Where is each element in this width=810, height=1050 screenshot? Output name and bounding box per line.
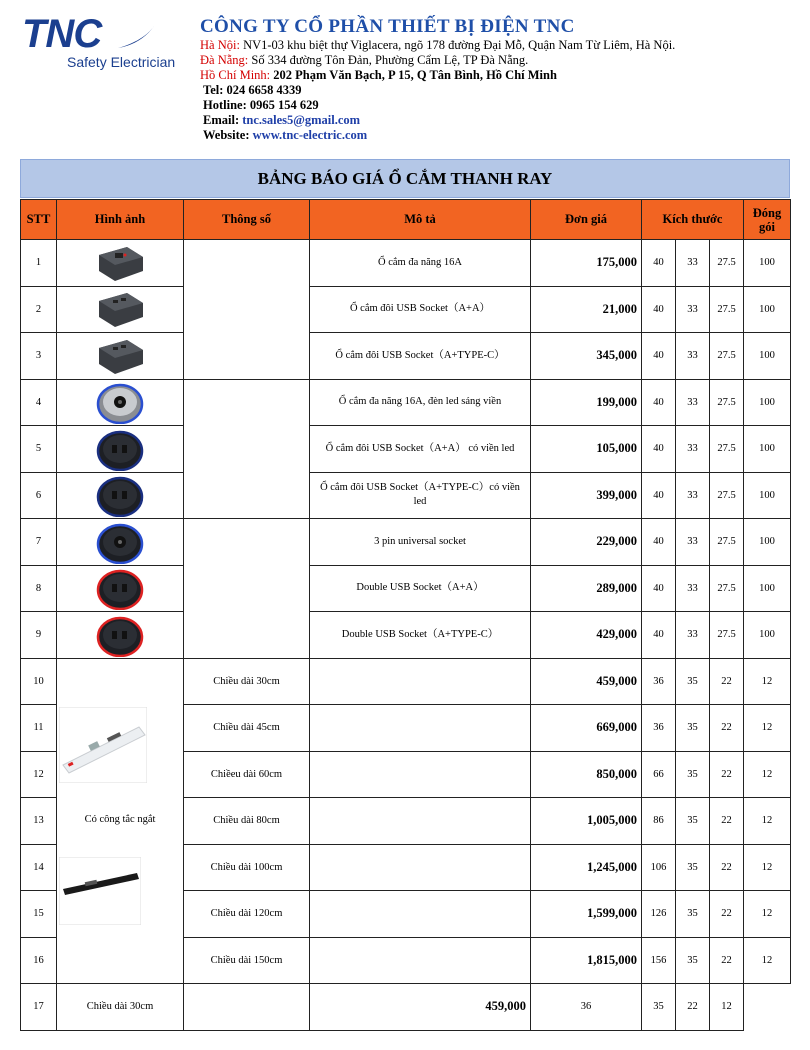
price-table [20, 199, 791, 1031]
row-size-length: 40 [642, 240, 676, 287]
row-size-height: 27.5 [710, 240, 744, 287]
row-size-length: 36 [642, 658, 676, 705]
row-stt: 10 [21, 658, 57, 705]
row-pack: 12 [710, 984, 744, 1031]
row-desc [310, 844, 531, 891]
row-size-length: 40 [642, 565, 676, 612]
row-size-width: 35 [676, 844, 710, 891]
table-row [21, 984, 791, 1031]
table-row [21, 519, 791, 566]
col-desc: Mô tả [310, 200, 531, 240]
row-desc: Double USB Socket（A+TYPE-C） [310, 612, 531, 659]
row-pack: 100 [744, 565, 791, 612]
row-size-height: 27.5 [710, 286, 744, 333]
row-size-width: 33 [676, 379, 710, 426]
row-pack: 12 [744, 891, 791, 938]
email-link[interactable]: tnc.sales5@gmail.com [242, 113, 361, 127]
row-image [57, 333, 184, 380]
col-stt: STT [21, 200, 57, 240]
row-pack: 12 [744, 751, 791, 798]
row-size-height: 27.5 [710, 333, 744, 380]
row-stt: 12 [21, 751, 57, 798]
row-price: 669,000 [531, 705, 642, 752]
row-size-length: 156 [642, 937, 676, 984]
rail-socket-white-icon [59, 707, 147, 783]
row-size-length: 40 [642, 379, 676, 426]
row-size-height: 22 [710, 798, 744, 845]
row-stt: 9 [21, 612, 57, 659]
row-spec: Chiều dài 45cm [184, 705, 310, 752]
row-pack: 100 [744, 426, 791, 473]
hotline: Hotline: 0965 154 629 [203, 98, 319, 112]
row-stt: 1 [21, 240, 57, 287]
row-desc [310, 658, 531, 705]
row-desc [310, 937, 531, 984]
row-image [57, 426, 184, 473]
row-size-height: 27.5 [710, 426, 744, 473]
col-size: Kích thước [642, 200, 744, 240]
row-image [57, 379, 184, 426]
round-socket-universal-icon [93, 380, 147, 424]
row-size-length: 40 [642, 472, 676, 519]
row-size-height: 27.5 [710, 472, 744, 519]
row-size-width: 35 [676, 937, 710, 984]
row-stt: 17 [21, 984, 57, 1031]
row-size-height: 22 [710, 937, 744, 984]
website-link[interactable]: www.tnc-electric.com [252, 128, 368, 142]
row-desc: Double USB Socket（A+A） [310, 565, 531, 612]
row-price: 175,000 [531, 240, 642, 287]
logo-text: TNC [22, 12, 102, 56]
row-spec: Chiều dài 100cm [184, 844, 310, 891]
row-size-width: 33 [676, 472, 710, 519]
row-size-width: 33 [676, 426, 710, 473]
row-desc: Ổ cắm đôi USB Socket（A+A） [310, 286, 531, 333]
row-price: 459,000 [310, 984, 531, 1031]
row-size-height: 22 [710, 891, 744, 938]
row-spec: Chiều dài 120cm [184, 891, 310, 938]
row-desc [310, 798, 531, 845]
round-socket-usb-icon [93, 566, 147, 610]
row-size-width: 33 [676, 286, 710, 333]
row-size-width: 33 [676, 519, 710, 566]
row-size-length: 36 [531, 984, 642, 1031]
row-size-width: 35 [676, 798, 710, 845]
col-spec: Thông số [184, 200, 310, 240]
row-desc: Ổ cắm đôi USB Socket（A+TYPE-C）có viền led [310, 472, 531, 519]
row-stt: 7 [21, 519, 57, 566]
row-desc [310, 751, 531, 798]
row-spec: Chiều dài 150cm [184, 937, 310, 984]
row-stt: 5 [21, 426, 57, 473]
table-row [21, 286, 791, 333]
row-price: 1,005,000 [531, 798, 642, 845]
round-socket-usb-icon [93, 427, 147, 471]
row-price: 21,000 [531, 286, 642, 333]
row-desc: Ổ cắm đa năng 16A [310, 240, 531, 287]
row-price: 199,000 [531, 379, 642, 426]
logo-tagline: Safety Electrician [67, 54, 176, 70]
row-size-length: 126 [642, 891, 676, 938]
round-socket-usb-icon [93, 473, 147, 517]
email: Email: tnc.sales5@gmail.com [203, 113, 361, 127]
row-price: 850,000 [531, 751, 642, 798]
row-size-height: 27.5 [710, 379, 744, 426]
row-size-length: 40 [642, 612, 676, 659]
row-size-width: 35 [676, 751, 710, 798]
row-size-width: 35 [642, 984, 676, 1031]
row-spec: Chiều dài 30cm [184, 658, 310, 705]
row-stt: 3 [21, 333, 57, 380]
square-socket-usb-icon [93, 334, 147, 378]
row-size-height: 27.5 [710, 612, 744, 659]
row-stt: 8 [21, 565, 57, 612]
table-row [21, 333, 791, 380]
row-pack: 100 [744, 333, 791, 380]
row-desc [310, 891, 531, 938]
address-hanoi: Hà Nội: NV1-03 khu biệt thự Viglacera, ngõ 178 đường Đại Mỗ, Quận Nam Từ Liêm, Hà Nội. [200, 38, 676, 52]
row-pack: 100 [744, 286, 791, 333]
row-pack: 100 [744, 379, 791, 426]
row-stt: 14 [21, 844, 57, 891]
table-row [21, 379, 791, 426]
row-spec: Chiều dài 30cm [57, 984, 184, 1031]
table-row [21, 658, 791, 705]
row-pack: 12 [744, 658, 791, 705]
row-size-width: 33 [676, 612, 710, 659]
row-image [57, 286, 184, 333]
row-stt: 2 [21, 286, 57, 333]
row-stt: 16 [21, 937, 57, 984]
round-socket-universal-icon [93, 520, 147, 564]
row-stt: 13 [21, 798, 57, 845]
row-desc [184, 984, 310, 1031]
row-size-width: 33 [676, 333, 710, 380]
address-danang: Đà Nẵng: Số 334 đường Tôn Đản, Phường Cẩm Lệ, TP Đà Nẵng. [200, 53, 529, 67]
row-size-height: 27.5 [710, 519, 744, 566]
row-desc [310, 705, 531, 752]
row-size-length: 40 [642, 426, 676, 473]
row-image [57, 519, 184, 566]
spec-blank-3 [184, 519, 310, 659]
table-row [21, 612, 791, 659]
row-image [57, 240, 184, 287]
row-desc: Ổ cắm đôi USB Socket（A+A） có viền led [310, 426, 531, 473]
row-price: 429,000 [531, 612, 642, 659]
row-size-width: 33 [676, 565, 710, 612]
row-desc: 3 pin universal socket [310, 519, 531, 566]
square-socket-usb-icon [93, 287, 147, 331]
row-size-length: 36 [642, 705, 676, 752]
spec-blank-2 [184, 379, 310, 519]
rail-image-group [57, 658, 184, 984]
row-image [57, 565, 184, 612]
row-size-length: 40 [642, 286, 676, 333]
row-image [57, 472, 184, 519]
tel: Tel: 024 6658 4339 [203, 83, 302, 97]
row-size-height: 22 [676, 984, 710, 1031]
table-header-row [21, 200, 791, 240]
row-stt: 4 [21, 379, 57, 426]
row-price: 1,245,000 [531, 844, 642, 891]
row-price: 459,000 [531, 658, 642, 705]
row-pack: 100 [744, 240, 791, 287]
row-size-width: 33 [676, 240, 710, 287]
row-stt: 11 [21, 705, 57, 752]
row-price: 229,000 [531, 519, 642, 566]
row-pack: 100 [744, 519, 791, 566]
col-pack: Đóng gói [744, 200, 791, 240]
square-socket-universal-icon [93, 241, 147, 285]
letterhead [0, 0, 810, 150]
row-pack: 12 [744, 937, 791, 984]
table-row [21, 240, 791, 287]
company-name: CÔNG TY CỔ PHẦN THIẾT BỊ ĐIỆN TNC [200, 16, 575, 37]
row-size-height: 22 [710, 705, 744, 752]
row-size-width: 35 [676, 891, 710, 938]
row-price: 289,000 [531, 565, 642, 612]
row-price: 1,815,000 [531, 937, 642, 984]
col-image: Hình ảnh [57, 200, 184, 240]
row-size-width: 35 [676, 705, 710, 752]
row-size-height: 22 [710, 658, 744, 705]
row-price: 105,000 [531, 426, 642, 473]
row-desc: Ổ cắm đôi USB Socket（A+TYPE-C） [310, 333, 531, 380]
table-row [21, 426, 791, 473]
row-size-length: 86 [642, 798, 676, 845]
row-size-length: 40 [642, 519, 676, 566]
row-stt: 6 [21, 472, 57, 519]
row-size-width: 35 [676, 658, 710, 705]
col-price: Đơn giá [531, 200, 642, 240]
row-pack: 100 [744, 612, 791, 659]
tnc-logo [22, 12, 192, 72]
row-size-length: 66 [642, 751, 676, 798]
row-price: 399,000 [531, 472, 642, 519]
address-hcm: Hồ Chí Minh: 202 Phạm Văn Bạch, P 15, Q Tân Bình, Hồ Chí Minh [200, 68, 557, 82]
row-spec: Chiều dài 80cm [184, 798, 310, 845]
table-title: BẢNG BÁO GIÁ Ổ CẮM THANH RAY [20, 159, 790, 198]
row-size-height: 22 [710, 844, 744, 891]
rail-black-icon [59, 857, 141, 925]
row-price: 345,000 [531, 333, 642, 380]
table-row [21, 472, 791, 519]
round-socket-usb-icon [93, 613, 147, 657]
row-desc: Ổ cắm đa năng 16A, đèn led sáng viền [310, 379, 531, 426]
row-pack: 12 [744, 798, 791, 845]
row-size-height: 22 [710, 751, 744, 798]
row-size-length: 106 [642, 844, 676, 891]
row-stt: 15 [21, 891, 57, 938]
rail-group-note: Có công tắc ngắt [84, 813, 156, 825]
row-size-height: 27.5 [710, 565, 744, 612]
row-pack: 100 [744, 472, 791, 519]
website: Website: www.tnc-electric.com [203, 128, 368, 142]
table-row [21, 565, 791, 612]
row-pack: 12 [744, 705, 791, 752]
row-image [57, 612, 184, 659]
row-pack: 12 [744, 844, 791, 891]
row-price: 1,599,000 [531, 891, 642, 938]
row-spec: Chiềeu dài 60cm [184, 751, 310, 798]
spec-blank-1 [184, 240, 310, 380]
row-size-length: 40 [642, 333, 676, 380]
